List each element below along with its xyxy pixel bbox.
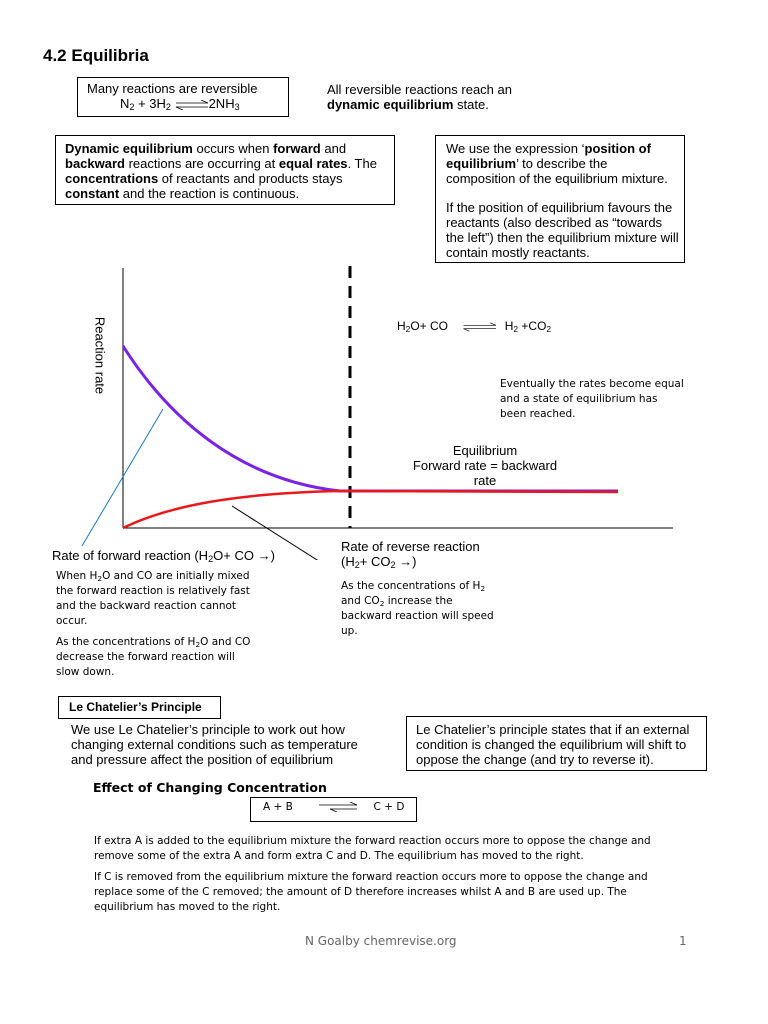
reaction-equation-h2o-co: $H_2O+$ CO $H_2 +CO_2$ (397, 319, 552, 334)
dynamic-equilibrium-note: All reversible reactions reach an dynamic equilibrium state. (327, 82, 512, 112)
reverse-rate-label: Rate of reverse reaction ($H_2+ CO_2$ →) (341, 539, 480, 570)
equilibrium-arrow-icon (175, 100, 209, 110)
reversible-reactions-box (77, 77, 289, 117)
le-chatelier-heading-box: Le Chatelier’s Principle (58, 696, 221, 719)
forward-reaction-note: When $H_2O$ and CO are initially mixed the forward reaction is relatively fast and the backward reaction cannot occur. As the concentrations of $H_2O$ and CO decrease the forward reaction will slow down. (56, 570, 251, 678)
position-of-equilibrium-box: We use the expression ‘position of equilibrium’ to describe the composition of the equilibrium mixture. If the position of equilibrium favours the reactants (also described as “towards the left”) then the equilibrium mixture will contain mostly reactants. (435, 135, 685, 263)
y-axis-label: Reaction rate (92, 316, 108, 395)
equal-rates-note: Eventually the rates become equal and a state of equilibrium has been reached. (500, 378, 684, 420)
equilibrium-arrow-icon (451, 322, 501, 332)
le-chatelier-statement-box: Le Chatelier’s principle states that if an external condition is changed the equilibrium will shift to oppose the change (and try to reverse it). (406, 716, 707, 771)
abcd-equation-box: A + B C + D (250, 797, 417, 822)
concentration-paragraph-2: If C is removed from the equilibrium mixture the forward reaction occurs more to oppose the change and replace some of the C removed; the amount of D therefore increases whilst A and B are used up. The equilibrium has moved to the right. (94, 871, 648, 913)
reversible-equation: $N_2 + 3H_2$ $2NH_3$ (120, 96, 240, 112)
equilibrium-label: Equilibrium Forward rate = backward rate (412, 443, 558, 488)
footer-credit: N Goalby chemrevise.org (305, 934, 457, 948)
concentration-heading: Effect of Changing Concentration (93, 780, 327, 795)
page-title: 4.2 Equilibria (43, 46, 149, 65)
le-chatelier-intro: We use Le Chatelier’s principle to work out how changing external conditions such as temperature and pressure affect the position of equilibrium (71, 722, 358, 767)
page-number: 1 (679, 934, 687, 948)
dynamic-equilibrium-box: Dynamic equilibrium occurs when forward and backward reactions are occurring at equal rates. The concentrations of reactants and products stays constant and the reaction is continuous. (55, 135, 395, 205)
equilibrium-arrow-icon (318, 802, 358, 812)
reversible-line: Many reactions are reversible (87, 81, 258, 96)
reverse-reaction-note: As the concentrations of $H_2$ and $CO_2$ increase the backward reaction will speed up. (341, 580, 494, 637)
reverse-rate-curve (123, 491, 618, 528)
forward-rate-label: Rate of forward reaction ($H_2O+$ CO →) (52, 548, 275, 564)
concentration-paragraph-1: If extra A is added to the equilibrium mixture the forward reaction occurs more to oppose the change and remove some of the extra A and form extra C and D. The equilibrium has moved to the right. (94, 835, 651, 862)
